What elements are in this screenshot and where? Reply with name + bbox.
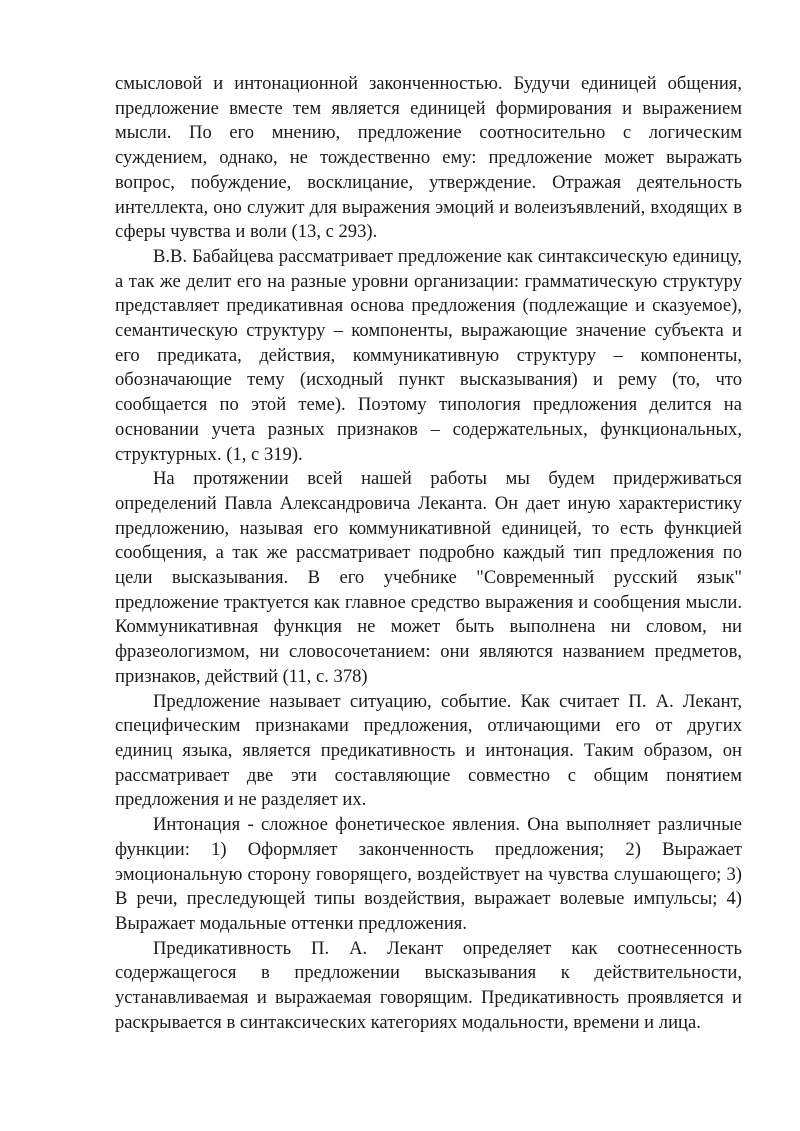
paragraph-intonation: Интонация - сложное фонетическое явления. Она выполняет различные функции: 1) Оформляет законченность предложения; 2) Выражает эмоциональную сторону говорящего, воздействует на чувства слушающего; 3) В речи, преследующей типы воздействия, выражает волевые импульсы; 4) Выражает модальные оттенки предложения.	[115, 814, 742, 934]
paragraph-continuation: смысловой и интонационной законченностью. Будучи единицей общения, предложение вместе тем является единицей формирования и выражением мысли. По его мнению, предложение соотносительно с логическим суждением, однако, не тождественно ему: предложение может выражать вопрос, побуждение, восклицание, утверждение. Отражая деятельность интеллекта, оно служит для выражения эмоций и волеизъявлений, входящих в сферы чувства и воли (13, с 293).	[115, 73, 742, 243]
paragraph-sentence-features: Предложение называет ситуацию, событие. Как считает П. А. Лекант, специфическим признаками предложения, отличающими его от других единиц языка, является предикативность и интонация. Таким образом, он рассматривает две эти составляющие совместно с общим понятием предложения и не разделяет их.	[115, 690, 742, 811]
paragraph-lekant-definitions: На протяжении всей нашей работы мы будем придерживаться определений Павла Александровича Леканта. Он дает иную характеристику предложению, называя его коммуникативной единицей, то есть функцией сообщения, а так же рассматривает подробно каждый тип предложения по цели высказывания. В его учебнике "Современный русский язык" предложение трактуется как главное средство выражения и сообщения мысли. Коммуникативная функция не может быть выполнена ни словом, ни фразеологизмом, ни словосочетанием: они являются названием предметов, признаков, действий (11, с. 378)	[115, 468, 742, 687]
paragraph-predicativity: Предикативность П. А. Лекант определяет как соотнесенность содержащегося в предложении высказывания к действительности, устанавливаемая и выражаемая говорящим. Предикативность проявляется и раскрывается в синтаксических категориях модальности, времени и лица.	[115, 937, 742, 1033]
paragraph-babaytseva: В.В. Бабайцева рассматривает предложение как синтаксическую единицу, а так же делит его на разные уровни организации: грамматическую структуру представляет предикативная основа предложения (подлежащие и сказуемое), семантическую структуру – компоненты, выражающие значение субъекта и его предиката, действия, коммуникативную структуру – компоненты, обозначающие тему (исходный пункт высказывания) и рему (то, что сообщается по этой теме). Поэтому типология предложения делится на основании учета разных признаков – содержательных, функциональных, структурных. (1, с 319).	[115, 245, 742, 465]
document-page	[115, 72, 742, 1035]
